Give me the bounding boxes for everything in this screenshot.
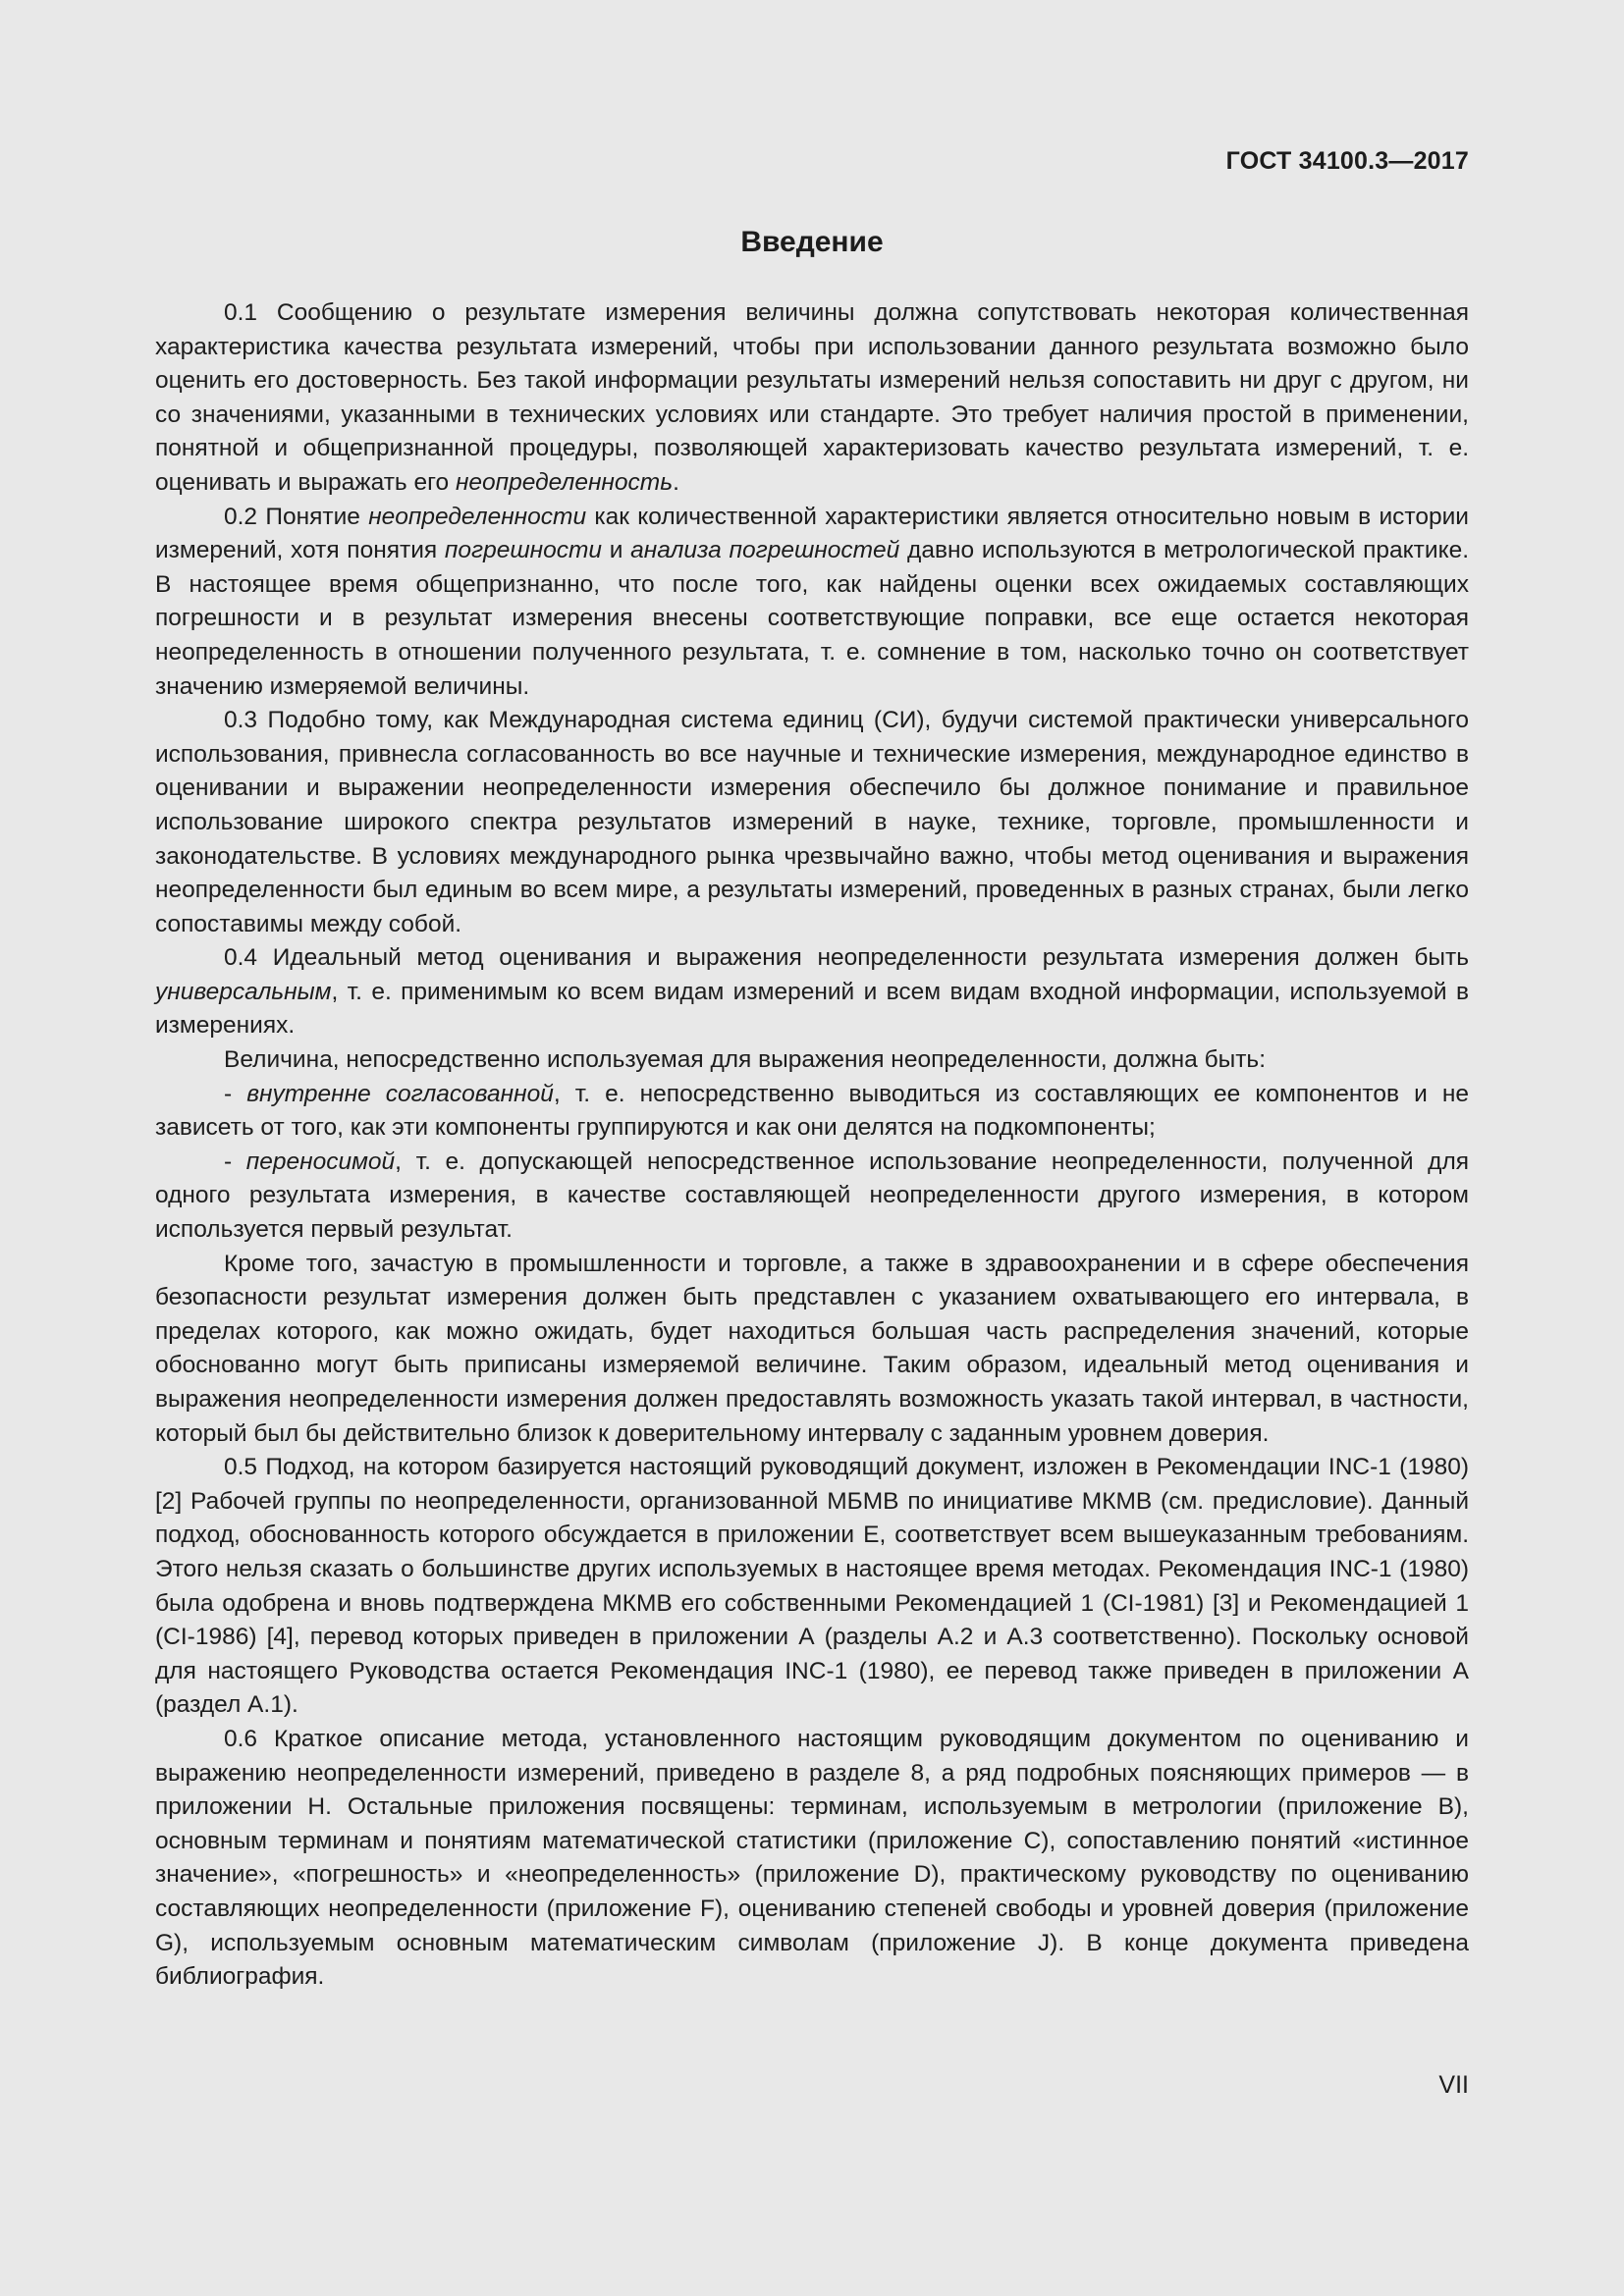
text-segment: - — [224, 1080, 247, 1107]
text-segment: , т. е. допускающей непосредственное использование неопределенности, полученной для одного результата измерения, в качестве составляющей неопределенности другого измерения, в котором используется первый результат. — [155, 1148, 1470, 1244]
paragraph — [155, 704, 1469, 941]
text-segment: 0.6 Краткое описание метода, установленного настоящим руководящим документом по оцениванию и выражению неопределенности измерений, приведено в разделе 8, а ряд подробных поясняющих примеров — в приложении Н. Остальные приложения посвящены: терминам, используемым в метрологии (приложение В), основным терминам и понятиям математической статистики (приложение С), сопоставлению понятий «истинное значение», «погрешность» и «неопределенность» (приложение D), практическому руководству по оцениванию составляющих неопределенности (приложение F), оцениванию степеней свободы и уровней доверия (приложение G), используемым основным математическим символам (приложение J). В конце документа приведена библиография. — [155, 1725, 1469, 1991]
text-segment: давно используются в метрологической практике. В настоящее время общепризнанно, что после того, как найдены оценки всех ожидаемых составляющих погрешности и в результат измерения внесены соответствующие поправки, все еще остается некоторая неопределенность в отношении полученного результата, т. е. сомнение в том, насколько точно он соответствует значению измеряемой величины. — [155, 537, 1470, 700]
paragraph — [155, 1043, 1469, 1078]
emphasized-term: погрешности — [444, 537, 603, 564]
text-segment: Величина, непосредственно используемая для выражения неопределенности, должна быть: — [224, 1046, 1267, 1074]
section-title: Введение — [740, 226, 884, 258]
body-text — [155, 296, 1469, 1995]
text-segment: 0.4 Идеальный метод оценивания и выражения неопределенности результата измерения должен быть — [224, 944, 1469, 972]
paragraph — [155, 1723, 1469, 1995]
text-segment: . — [673, 468, 679, 496]
paragraph — [155, 1078, 1469, 1146]
paragraph — [155, 941, 1469, 1043]
paragraph — [155, 1451, 1469, 1723]
emphasized-term: анализа погрешностей — [630, 537, 900, 564]
emphasized-term: переносимой — [245, 1148, 396, 1175]
text-segment: Кроме того, зачастую в промышленности и торговле, а также в здравоохранении и в сфере обеспечения безопасности результат измерения должен быть представлен с указанием охватывающего его интервала, в пределах которого, как можно ожидать, будет находиться большая часть распределения значений, которые обоснованно могут быть приписаны измеряемой величине. Таким образом, идеальный метод оценивания и выражения неопределенности измерения должен предоставлять возможность указать такой интервал, в частности, который был бы действительно близок к доверительному интервалу с заданным уровнем доверия. — [155, 1250, 1469, 1447]
text-segment: - — [224, 1148, 246, 1175]
standard-code: ГОСТ 34100.3—2017 — [1225, 147, 1469, 175]
text-segment: , т. е. применимым ко всем видам измерений и всем видам входной информации, используемой в измерениях. — [155, 978, 1469, 1040]
paragraph — [155, 296, 1469, 501]
paragraph — [155, 1248, 1469, 1452]
paragraph — [155, 1146, 1469, 1248]
text-segment: 0.3 Подобно тому, как Международная система единиц (СИ), будучи системой практически универсального использования, привнесла согласованность во все научные и технические измерения, международное единство в оценивании и выражении неопределенности измерения обеспечило бы должное понимание и правильное использование широкого спектра результатов измерений в науке, технике, торговле, промышленности и законодательстве. В условиях международного рынка чрезвычайно важно, чтобы метод оценивания и выражения неопределенности был единым во всем мире, а результаты измерений, проведенных в разных странах, были легко сопоставимы между собой. — [155, 707, 1469, 937]
text-segment: 0.1 Сообщению о результате измерения величины должна сопутствовать некоторая количественная характеристика качества результата измерений, чтобы при использовании данного результата возможно было оценить его достоверность. Без такой информации результаты измерений нельзя сопоставить ни друг с другом, ни со значениями, указанными в технических условиях или стандарте. Это требует наличия простой в применении, понятной и общепризнанной процедуры, позволяющей характеризовать качество результата измерений, т. е. оценивать и выражать его — [155, 299, 1469, 496]
text-segment: 0.5 Подход, на котором базируется настоящий руководящий документ, изложен в Рекомендации INC-1 (1980) [2] Рабочей группы по неопределенности, организованной МБМВ по инициативе МКМВ (см. предисловие). Данный подход, обоснованность которого обсуждается в приложении Е, соответствует всем вышеуказанным требованиям. Этого нельзя сказать о большинстве других используемых в настоящее время методах. Рекомендация INC-1 (1980) была одобрена и вновь подтверждена МКМВ его собственными Рекомендацией 1 (CI-1981) [3] и Рекомендацией 1 (CI-1986) [4], перевод которых приведен в приложении А (разделы А.2 и А.3 соответственно). Поскольку основой для настоящего Руководства остается Рекомендация INC-1 (1980), ее перевод также приведен в приложении А (раздел А.1). — [155, 1454, 1469, 1719]
emphasized-term: неопределенность — [455, 468, 674, 496]
text-segment: как количественной характеристики является относительно новым в истории измерений, хотя понятия — [155, 503, 1469, 564]
text-segment: и — [602, 537, 631, 564]
emphasized-term: универсальным — [155, 978, 332, 1005]
text-segment: 0.2 Понятие — [224, 503, 369, 530]
paragraph — [155, 501, 1469, 705]
page-number: VII — [1438, 2071, 1469, 2099]
emphasized-term: внутренне согласованной — [246, 1080, 554, 1107]
text-segment: , т. е. непосредственно выводиться из составляющих ее компонентов и не зависеть от того, как эти компоненты группируются и как они делятся на подкомпоненты; — [155, 1080, 1469, 1142]
emphasized-term: неопределенности — [368, 503, 587, 530]
